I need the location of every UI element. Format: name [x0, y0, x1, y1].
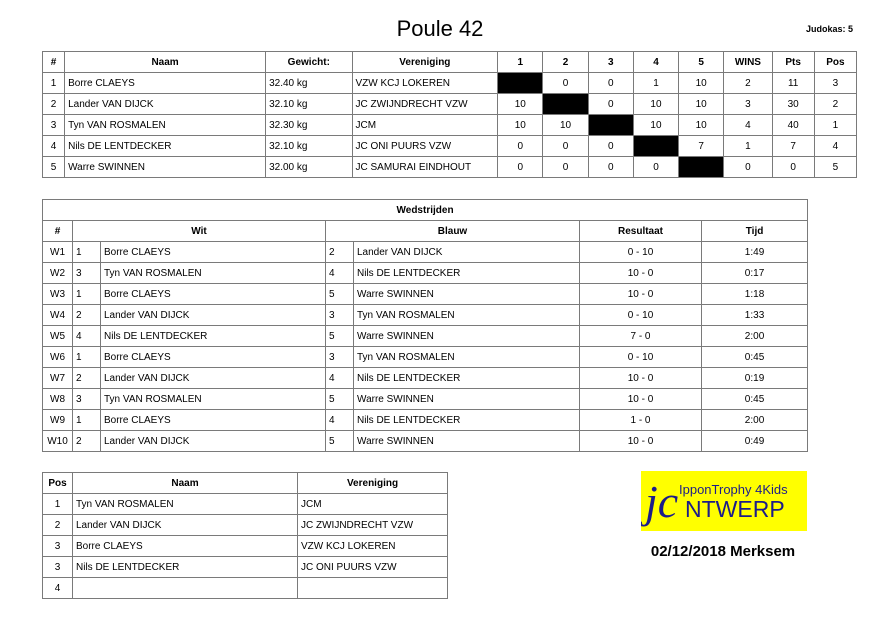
match-blue-name: Warre SWINNEN	[354, 284, 580, 305]
logo-monogram: jc	[645, 476, 679, 527]
match-blue-num: 3	[326, 305, 354, 326]
ranking-club: JC ONI PUURS VZW	[298, 557, 448, 578]
matches-col-white: Wit	[73, 221, 326, 242]
pool-col-1: 1	[498, 52, 543, 73]
pool-row	[43, 115, 857, 136]
ranking-name: Lander VAN DIJCK	[73, 515, 298, 536]
ranking-col-name: Naam	[73, 473, 298, 494]
ranking-row	[43, 536, 448, 557]
pool-score: 10	[679, 73, 724, 94]
pool-col-2: 2	[543, 52, 588, 73]
pool-pos: 2	[814, 94, 856, 115]
match-result: 0 - 10	[580, 347, 702, 368]
match-blue-name: Nils DE LENTDECKER	[354, 410, 580, 431]
ranking-name	[73, 578, 298, 599]
pool-col-3: 3	[588, 52, 633, 73]
pool-score-blocked	[543, 94, 588, 115]
match-result: 1 - 0	[580, 410, 702, 431]
pool-score: 0	[498, 157, 543, 178]
pool-pts: 7	[772, 136, 814, 157]
match-row	[43, 389, 808, 410]
ranking-col-club: Vereniging	[298, 473, 448, 494]
ranking-name: Borre CLAEYS	[73, 536, 298, 557]
match-white-name: Borre CLAEYS	[101, 410, 326, 431]
match-blue-num: 5	[326, 389, 354, 410]
pool-club: JC ZWIJNDRECHT VZW	[352, 94, 498, 115]
pool-col-wins: WINS	[724, 52, 772, 73]
pool-score: 10	[633, 115, 678, 136]
match-white-num: 1	[73, 410, 101, 431]
pool-score-blocked	[588, 115, 633, 136]
pool-col-num: #	[43, 52, 65, 73]
match-id: W4	[43, 305, 73, 326]
match-white-name: Tyn VAN ROSMALEN	[101, 389, 326, 410]
match-white-name: Lander VAN DIJCK	[101, 431, 326, 452]
pool-table	[42, 51, 857, 178]
match-id: W10	[43, 431, 73, 452]
match-blue-num: 4	[326, 368, 354, 389]
match-id: W2	[43, 263, 73, 284]
match-result: 10 - 0	[580, 263, 702, 284]
pool-col-4: 4	[633, 52, 678, 73]
match-white-name: Nils DE LENTDECKER	[101, 326, 326, 347]
match-blue-name: Nils DE LENTDECKER	[354, 263, 580, 284]
pool-wins: 2	[724, 73, 772, 94]
pool-weight: 32.30 kg	[266, 115, 352, 136]
pool-score: 0	[543, 157, 588, 178]
ranking-pos: 1	[43, 494, 73, 515]
event-date: 02/12/2018 Merksem	[650, 543, 796, 560]
pool-pos: 5	[814, 157, 856, 178]
pool-pos: 4	[814, 136, 856, 157]
matches-header-row	[43, 221, 808, 242]
pool-name: Borre CLAEYS	[65, 73, 266, 94]
pool-weight: 32.00 kg	[266, 157, 352, 178]
match-white-num: 2	[73, 305, 101, 326]
pool-num: 5	[43, 157, 65, 178]
pool-col-5: 5	[679, 52, 724, 73]
matches-caption-row	[43, 200, 808, 221]
pool-pts: 30	[772, 94, 814, 115]
pool-score: 10	[543, 115, 588, 136]
match-time: 0:49	[702, 431, 808, 452]
matches-caption: Wedstrijden	[43, 200, 808, 221]
ranking-row	[43, 578, 448, 599]
pool-wins: 3	[724, 94, 772, 115]
pool-wins: 0	[724, 157, 772, 178]
ranking-pos: 4	[43, 578, 73, 599]
match-time: 1:18	[702, 284, 808, 305]
pool-num: 3	[43, 115, 65, 136]
pool-row	[43, 94, 857, 115]
match-result: 10 - 0	[580, 431, 702, 452]
pool-row	[43, 136, 857, 157]
pool-club: JCM	[352, 115, 498, 136]
pool-col-pos: Pos	[814, 52, 856, 73]
pool-wins: 1	[724, 136, 772, 157]
match-time: 1:49	[702, 242, 808, 263]
pool-score: 0	[588, 157, 633, 178]
match-id: W1	[43, 242, 73, 263]
pool-score-blocked	[633, 136, 678, 157]
pool-score: 10	[633, 94, 678, 115]
match-time: 0:45	[702, 389, 808, 410]
pool-score: 0	[588, 94, 633, 115]
match-row	[43, 284, 808, 305]
pool-club: JC SAMURAI EINDHOUT	[352, 157, 498, 178]
pool-name: Lander VAN DIJCK	[65, 94, 266, 115]
ranking-club	[298, 578, 448, 599]
match-blue-num: 3	[326, 347, 354, 368]
event-logo	[641, 471, 807, 531]
match-row	[43, 368, 808, 389]
match-time: 0:17	[702, 263, 808, 284]
pool-club: JC ONI PUURS VZW	[352, 136, 498, 157]
pool-score: 0	[543, 136, 588, 157]
match-white-num: 4	[73, 326, 101, 347]
match-white-name: Borre CLAEYS	[101, 284, 326, 305]
pool-name: Tyn VAN ROSMALEN	[65, 115, 266, 136]
match-blue-name: Warre SWINNEN	[354, 389, 580, 410]
match-blue-num: 5	[326, 431, 354, 452]
match-blue-name: Tyn VAN ROSMALEN	[354, 347, 580, 368]
match-blue-name: Lander VAN DIJCK	[354, 242, 580, 263]
ranking-row	[43, 557, 448, 578]
ranking-row	[43, 494, 448, 515]
pool-weight: 32.40 kg	[266, 73, 352, 94]
logo-line1: IpponTrophy 4Kids	[679, 482, 788, 497]
pool-col-weight: Gewicht:	[266, 52, 352, 73]
match-id: W8	[43, 389, 73, 410]
match-id: W5	[43, 326, 73, 347]
match-row	[43, 263, 808, 284]
match-white-name: Borre CLAEYS	[101, 347, 326, 368]
match-id: W3	[43, 284, 73, 305]
match-white-num: 2	[73, 431, 101, 452]
match-result: 10 - 0	[580, 284, 702, 305]
match-blue-name: Nils DE LENTDECKER	[354, 368, 580, 389]
ranking-pos: 3	[43, 536, 73, 557]
ranking-club: JCM	[298, 494, 448, 515]
pool-num: 4	[43, 136, 65, 157]
match-blue-name: Warre SWINNEN	[354, 431, 580, 452]
ranking-table	[42, 472, 448, 599]
match-white-name: Lander VAN DIJCK	[101, 305, 326, 326]
ranking-row	[43, 515, 448, 536]
ranking-name: Nils DE LENTDECKER	[73, 557, 298, 578]
pool-score: 10	[498, 94, 543, 115]
pool-pos: 3	[814, 73, 856, 94]
match-time: 2:00	[702, 326, 808, 347]
match-result: 7 - 0	[580, 326, 702, 347]
ranking-header-row	[43, 473, 448, 494]
pool-score: 0	[543, 73, 588, 94]
pool-pts: 0	[772, 157, 814, 178]
matches-col-num: #	[43, 221, 73, 242]
pool-score-blocked	[679, 157, 724, 178]
pool-pts: 40	[772, 115, 814, 136]
page-title: Poule 42	[396, 16, 484, 41]
ranking-club: VZW KCJ LOKEREN	[298, 536, 448, 557]
pool-col-club: Vereniging	[352, 52, 498, 73]
ranking-pos: 3	[43, 557, 73, 578]
pool-score: 0	[633, 157, 678, 178]
pool-score: 1	[633, 73, 678, 94]
matches-table	[42, 199, 808, 452]
match-blue-num: 4	[326, 263, 354, 284]
match-white-name: Tyn VAN ROSMALEN	[101, 263, 326, 284]
match-row	[43, 410, 808, 431]
pool-club: VZW KCJ LOKEREN	[352, 73, 498, 94]
match-white-num: 1	[73, 242, 101, 263]
match-result: 0 - 10	[580, 305, 702, 326]
match-white-num: 2	[73, 368, 101, 389]
pool-col-name: Naam	[65, 52, 266, 73]
match-time: 0:45	[702, 347, 808, 368]
match-white-num: 1	[73, 284, 101, 305]
pool-name: Nils DE LENTDECKER	[65, 136, 266, 157]
match-id: W6	[43, 347, 73, 368]
pool-score: 0	[588, 73, 633, 94]
match-white-num: 3	[73, 263, 101, 284]
pool-score: 0	[588, 136, 633, 157]
match-blue-num: 2	[326, 242, 354, 263]
match-row	[43, 326, 808, 347]
match-blue-num: 5	[326, 326, 354, 347]
ranking-col-pos: Pos	[43, 473, 73, 494]
ranking-pos: 2	[43, 515, 73, 536]
match-blue-num: 4	[326, 410, 354, 431]
pool-score: 10	[498, 115, 543, 136]
match-time: 2:00	[702, 410, 808, 431]
pool-pos: 1	[814, 115, 856, 136]
pool-num: 2	[43, 94, 65, 115]
pool-weight: 32.10 kg	[266, 94, 352, 115]
pool-score: 0	[498, 136, 543, 157]
pool-weight: 32.10 kg	[266, 136, 352, 157]
match-row	[43, 347, 808, 368]
match-result: 0 - 10	[580, 242, 702, 263]
match-id: W7	[43, 368, 73, 389]
match-result: 10 - 0	[580, 368, 702, 389]
ranking-club: JC ZWIJNDRECHT VZW	[298, 515, 448, 536]
ranking-name: Tyn VAN ROSMALEN	[73, 494, 298, 515]
match-row	[43, 305, 808, 326]
match-white-name: Lander VAN DIJCK	[101, 368, 326, 389]
matches-col-result: Resultaat	[580, 221, 702, 242]
logo-line2: NTWERP	[685, 496, 785, 522]
pool-pts: 11	[772, 73, 814, 94]
judokas-count: Judokas: 5	[805, 24, 853, 34]
pool-col-pts: Pts	[772, 52, 814, 73]
pool-name: Warre SWINNEN	[65, 157, 266, 178]
matches-col-time: Tijd	[702, 221, 808, 242]
match-blue-name: Tyn VAN ROSMALEN	[354, 305, 580, 326]
matches-col-blue: Blauw	[326, 221, 580, 242]
match-white-name: Borre CLAEYS	[101, 242, 326, 263]
match-blue-name: Warre SWINNEN	[354, 326, 580, 347]
match-id: W9	[43, 410, 73, 431]
pool-score: 7	[679, 136, 724, 157]
pool-score: 10	[679, 94, 724, 115]
match-row	[43, 431, 808, 452]
match-white-num: 3	[73, 389, 101, 410]
match-blue-num: 5	[326, 284, 354, 305]
pool-score-blocked	[498, 73, 543, 94]
match-white-num: 1	[73, 347, 101, 368]
pool-row	[43, 73, 857, 94]
match-time: 0:19	[702, 368, 808, 389]
pool-num: 1	[43, 73, 65, 94]
match-time: 1:33	[702, 305, 808, 326]
pool-wins: 4	[724, 115, 772, 136]
pool-score: 10	[679, 115, 724, 136]
match-row	[43, 242, 808, 263]
pool-header-row	[43, 52, 857, 73]
match-result: 10 - 0	[580, 389, 702, 410]
pool-row	[43, 157, 857, 178]
